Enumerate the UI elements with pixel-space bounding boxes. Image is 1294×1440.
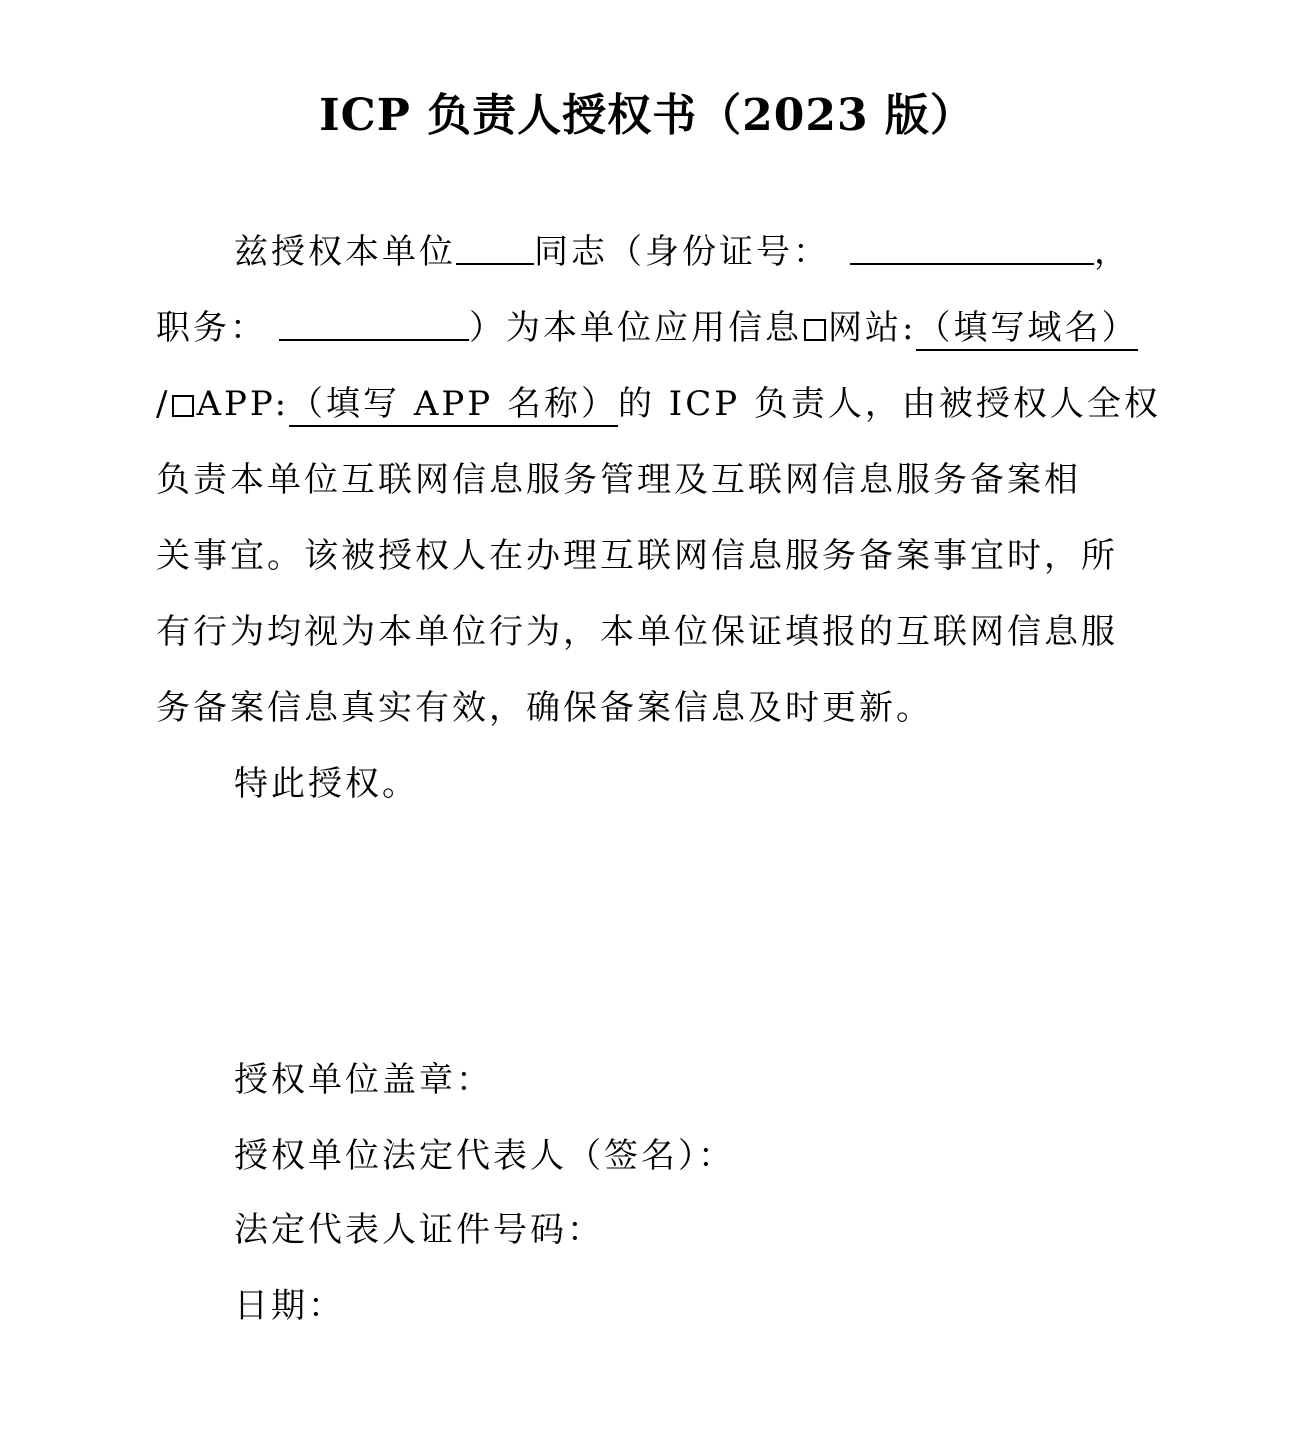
text-comrade-id: 同志（身份证号：	[534, 232, 830, 272]
paragraph-line-2	[156, 290, 1156, 366]
signature-seal: 授权单位盖章：	[234, 1060, 493, 1100]
text-app: APP:	[196, 384, 290, 424]
text-website: 网站:	[828, 308, 917, 348]
app-checkbox[interactable]	[172, 395, 194, 417]
text-icp-principal: 的 ICP 负责人，由被授权人全权	[617, 384, 1161, 424]
text-comma: ，	[1094, 232, 1131, 272]
paragraph-line-8: 特此授权。	[234, 764, 419, 804]
signature-id-number: 法定代表人证件号码：	[234, 1210, 604, 1250]
domain-fill[interactable]: （填写域名）	[916, 308, 1138, 351]
text-slash: /	[156, 384, 171, 424]
paragraph-line-7: 务备案信息真实有效，确保备案信息及时更新。	[156, 688, 933, 728]
authorization-paragraph	[156, 214, 1161, 822]
text-authorize: 兹授权本单位	[234, 232, 456, 272]
position-blank[interactable]	[279, 309, 469, 341]
app-name-fill[interactable]: （填写 APP 名称）	[289, 384, 618, 427]
signature-legal-rep: 授权单位法定代表人（签名）：	[234, 1136, 735, 1176]
text-position: 职务：	[156, 308, 267, 348]
paragraph-line-4: 负责本单位互联网信息服务管理及互联网信息服务备案相	[156, 460, 1081, 500]
signature-date: 日期：	[234, 1286, 345, 1326]
text-apply-info: ）为本单位应用信息	[469, 308, 802, 348]
paragraph-line-1	[156, 214, 1156, 290]
name-blank[interactable]	[456, 233, 534, 265]
paragraph-line-5: 关事宜。该被授权人在办理互联网信息服务备案事宜时，所	[156, 536, 1118, 576]
website-checkbox[interactable]	[804, 319, 826, 341]
paragraph-line-6: 有行为均视为本单位行为，本单位保证填报的互联网信息服	[156, 612, 1118, 652]
document-title: ICP 负责人授权书（2023 版）	[319, 90, 975, 141]
paragraph-line-3	[156, 366, 1161, 442]
id-number-blank[interactable]	[850, 233, 1094, 265]
